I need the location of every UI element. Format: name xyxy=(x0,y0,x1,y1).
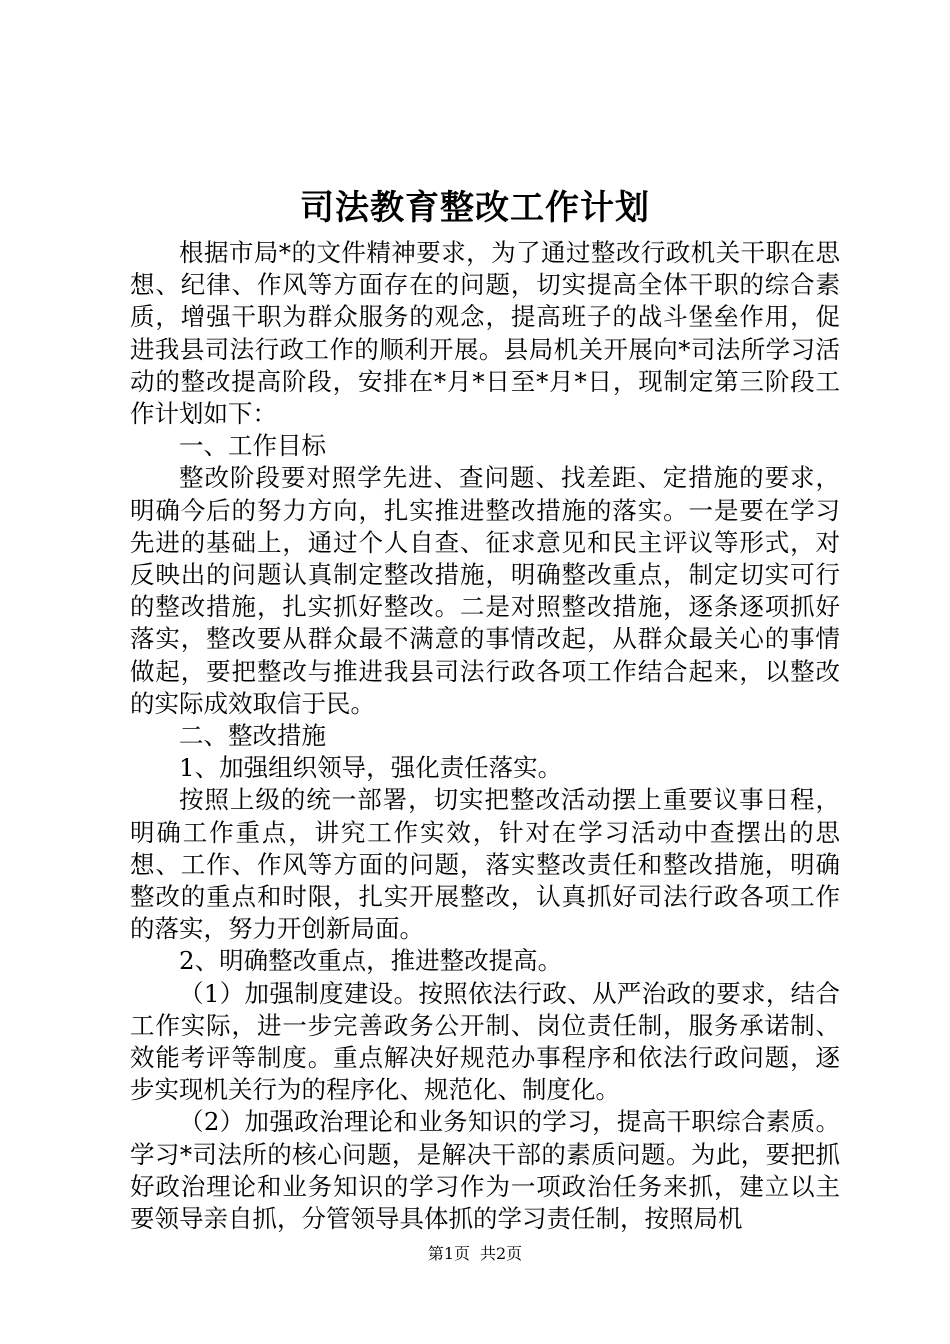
goals-paragraph: 整改阶段要对照学先进、查问题、找差距、定措施的要求，明确今后的努力方向，扎实推进整改措施的落实。一是要在学习先进的基础上，通过个人自查、征求意见和民主评议等形式，对反映出的问题认真制定整改措施，明确整改重点，制定切实可行的整改措施，扎实抓好整改。二是对照整改措施，逐条逐项抓好落实，整改要从群众最不满意的事情改起，从群众最关心的事情做起，要把整改与推进我县司法行政各项工作结合起来，以整改的实际成效取信于民。 xyxy=(130,463,840,718)
measure-2-heading: 2、明确整改重点，推进整改提高。 xyxy=(179,946,563,976)
section-heading-goals: 一、工作目标 xyxy=(179,431,326,461)
page-footer xyxy=(0,1242,950,1266)
document-title: 司法教育整改工作计划 xyxy=(300,188,650,228)
section-heading-measures: 二、整改措施 xyxy=(179,721,326,751)
intro-paragraph: 根据市局*的文件精神要求，为了通过整改行政机关干职在思想、纪律、作风等方面存在的问题，切实提高全体干职的综合素质，增强干职为群众服务的观念，提高班子的战斗堡垒作用，促进我县司法行政工作的顺利开展。县局机关开展向*司法所学习活动的整改提高阶段，安排在*月*日至*月*日，现制定第三阶段工作计划如下： xyxy=(130,238,840,429)
document-body xyxy=(130,237,840,1235)
page-count: 共2页 xyxy=(480,1244,523,1263)
measure-2-item-1: （1）加强制度建设。按照依法行政、从严治政的要求，结合工作实际，进一步完善政务公开制、岗位责任制，服务承诺制、效能考评等制度。重点解决好规范办事程序和依法行政问题，逐步实现机关行为的程序化、规范化、制度化。 xyxy=(130,978,840,1105)
measure-1-paragraph: 按照上级的统一部署，切实把整改活动摆上重要议事日程，明确工作重点，讲究工作实效，针对在学习活动中查摆出的思想、工作、作风等方面的问题，落实整改责任和整改措施，明确整改的重点和时限，扎实开展整改，认真抓好司法行政各项工作的落实，努力开创新局面。 xyxy=(130,785,840,944)
page-number: 第1页 xyxy=(427,1244,470,1263)
measure-1-heading: 1、加强组织领导，强化责任落实。 xyxy=(179,753,563,783)
measure-2-item-2: （2）加强政治理论和业务知识的学习，提高干职综合素质。学习*司法所的核心问题，是解决干部的素质问题。为此，要把抓好政治理论和业务知识的学习作为一项政治任务来抓，建立以主要领导亲自抓，分管领导具体抓的学习责任制，按照局机 xyxy=(130,1107,840,1234)
